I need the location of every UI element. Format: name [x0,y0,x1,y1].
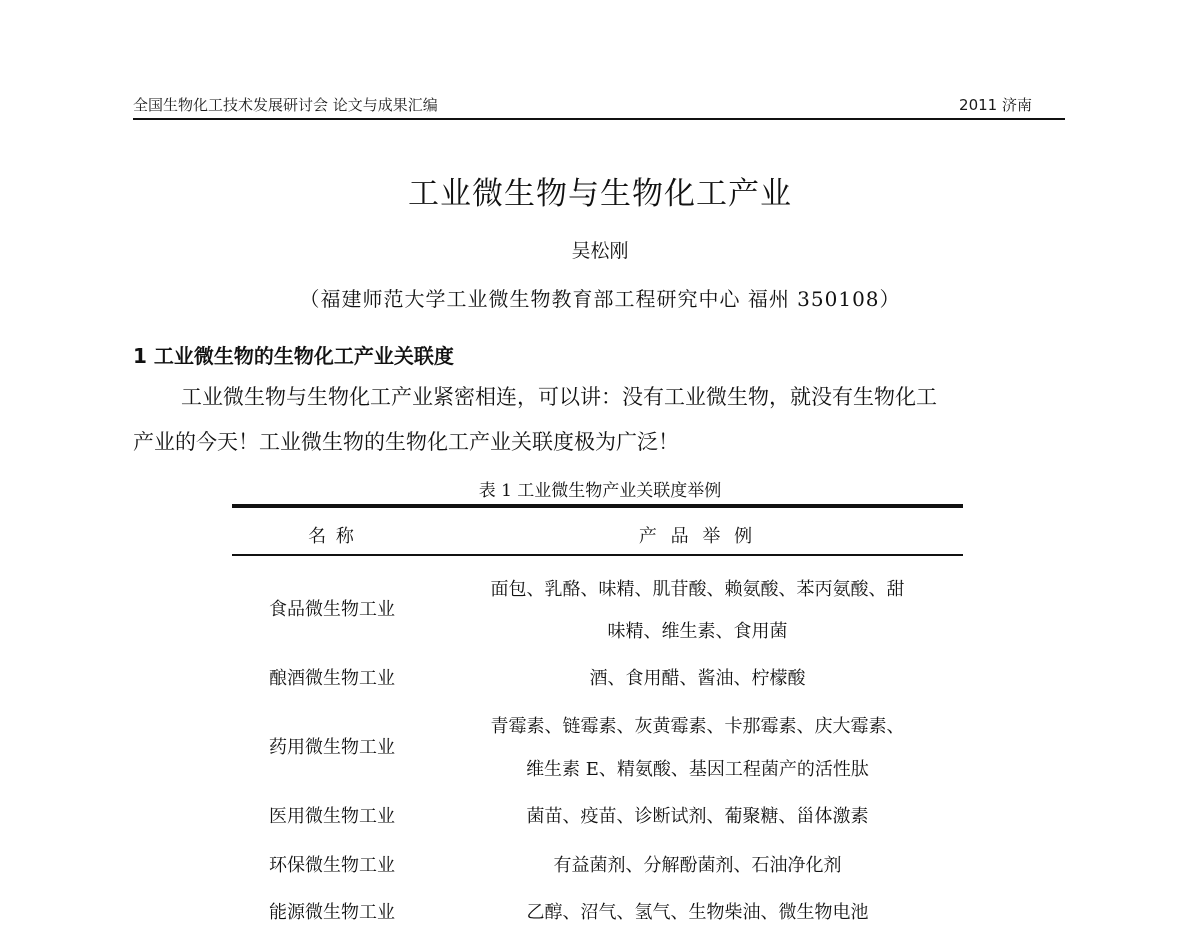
table-header-rule [232,554,963,556]
table-header-products: 产 品 举 例 [638,526,757,547]
table-row-products: 味精、维生素、食用菌 [607,621,788,642]
table-row-name: 环保微生物工业 [269,855,395,876]
affiliation: （福建师范大学工业微生物教育部工程研究中心 福州 350108） [299,287,901,311]
table-row-name: 医用微生物工业 [269,806,395,827]
header-rule [133,118,1065,120]
table-row-name: 酿酒微生物工业 [269,668,395,689]
table-header-name: 名 称 [308,526,356,547]
table-row-name: 食品微生物工业 [269,599,395,620]
section-heading: 1 工业微生物的生物化工产业关联度 [133,344,454,368]
table-row-products: 面包、乳酪、味精、肌苷酸、赖氨酸、苯丙氨酸、甜 [490,579,905,600]
table-row-name: 能源微生物工业 [269,902,395,923]
table-caption: 表 1 工业微生物产业关联度举例 [478,481,722,501]
table-row-products: 维生素 E、精氨酸、基因工程菌产的活性肽 [526,759,869,780]
running-header-title: 全国生物化工技术发展研讨会 论文与成果汇编 [133,96,438,114]
table-row-products: 菌苗、疫苗、诊断试剂、葡聚糖、甾体激素 [526,806,869,827]
paper-title: 工业微生物与生物化工产业 [408,176,792,212]
author: 吴松刚 [571,240,629,262]
table-top-rule [232,504,963,508]
table-row-products: 有益菌剂、分解酚菌剂、石油净化剂 [553,855,842,876]
running-header-date-place: 2011 济南 [959,96,1032,114]
table-row-name: 药用微生物工业 [269,737,395,758]
table-row-products: 青霉素、链霉素、灰黄霉素、卡那霉素、庆大霉素、 [490,716,905,737]
table-row-products: 酒、食用醋、酱油、柠檬酸 [589,668,806,689]
table-row-products: 乙醇、沼气、氢气、生物柴油、微生物电池 [526,902,869,923]
paragraph-line: 产业的今天！工业微生物的生物化工产业关联度极为广泛！ [133,430,679,454]
paragraph-line: 工业微生物与生物化工产业紧密相连，可以讲：没有工业微生物，就没有生物化工 [181,385,937,409]
